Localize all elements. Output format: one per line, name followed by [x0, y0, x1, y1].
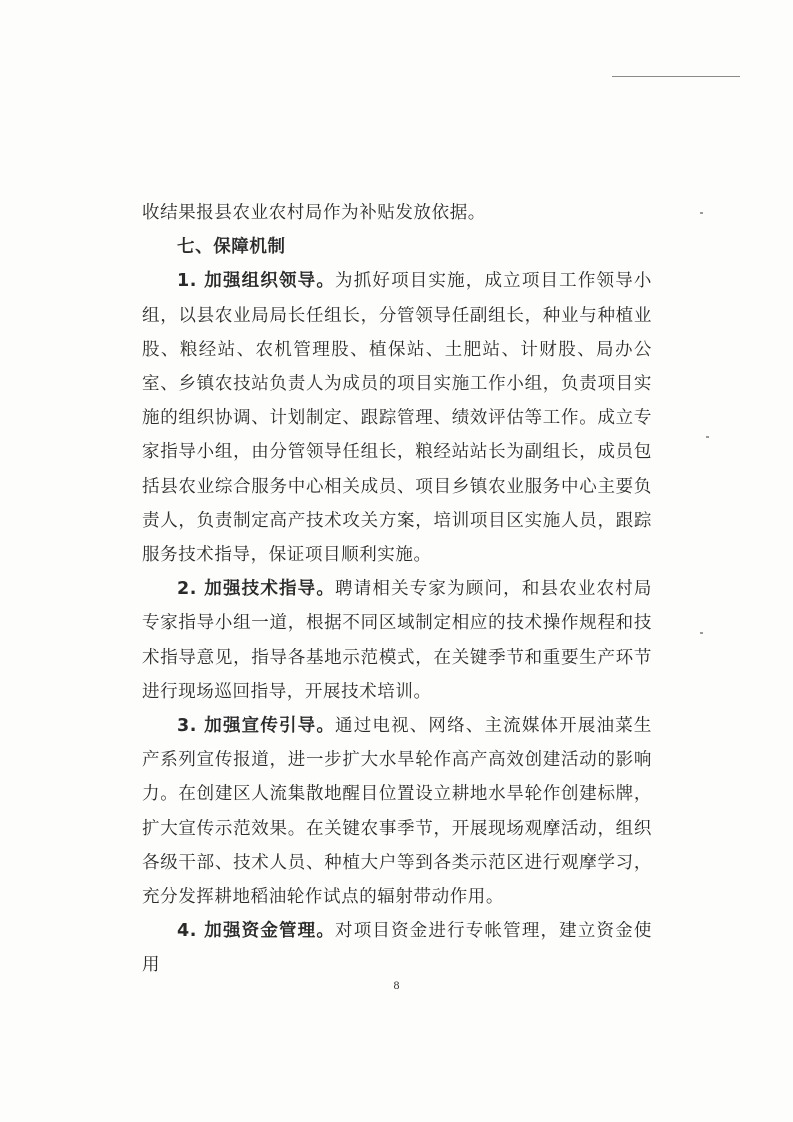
paragraph-lead: 2. 加强技术指导。 [177, 579, 336, 600]
page-number: 8 [393, 978, 400, 992]
continuation-text: 收结果报县农业农村局作为补贴发放依据。 [142, 203, 486, 223]
scan-speck [700, 212, 703, 214]
paragraph-text: 对项目资金进行专帐管理，建立资金使用 [142, 921, 652, 976]
scan-speck [706, 436, 709, 438]
paragraph-text: 聘请相关专家为顾问，和县农业农村局专家指导小组一道，根据不同区域制定相应的技术操作规程和技术指导意见，指导各基地示范模式，在关键季节和重要生产环节进行现场巡回指导，开展技术培训。 [142, 579, 652, 702]
paragraph-funding [142, 914, 652, 982]
paragraph-lead: 1. 加强组织领导。 [177, 271, 336, 292]
section-heading: 七、保障机制 [177, 237, 286, 258]
paragraph-publicity [142, 709, 652, 914]
paragraph-text: 通过电视、网络、主流媒体开展油菜生产系列宣传报道，进一步扩大水旱轮作高产高效创建活动的影响力。在创建区人流集散地醒目位置设立耕地水旱轮作创建标牌，扩大宣传示范效果。在关键农事季节，开展现场观摩活动，组织各级干部、技术人员、种植大户等到各类示范区进行观摩学习，充分发挥耕地稻油轮作试点的辐射带动作用。 [142, 716, 652, 908]
paragraph-lead: 4. 加强资金管理。 [177, 921, 336, 942]
paragraph-organization [142, 264, 652, 572]
header-rule [612, 76, 740, 77]
paragraph-technical [142, 572, 652, 709]
paragraph-lead: 3. 加强宣传引导。 [177, 716, 336, 737]
paragraph-text: 为抓好项目实施，成立项目工作领导小组，以县农业局局长任组长，分管领导任副组长，种业与种植业股、粮经站、农机管理股、植保站、土肥站、计财股、局办公室、乡镇农技站负责人为成员的项目实施工作小组，负责项目实施的组织协调、计划制定、跟踪管理、绩效评估等工作。成立专家指导小组，由分管领导任组长，粮经站站长为副组长，成员包括县农业综合服务中心相关成员、项目乡镇农业服务中心主要负责人，负责制定高产技术攻关方案，培训项目区实施人员，跟踪服务技术指导，保证项目顺利实施。 [142, 271, 652, 566]
document-body [142, 196, 652, 983]
scan-speck [700, 632, 703, 634]
